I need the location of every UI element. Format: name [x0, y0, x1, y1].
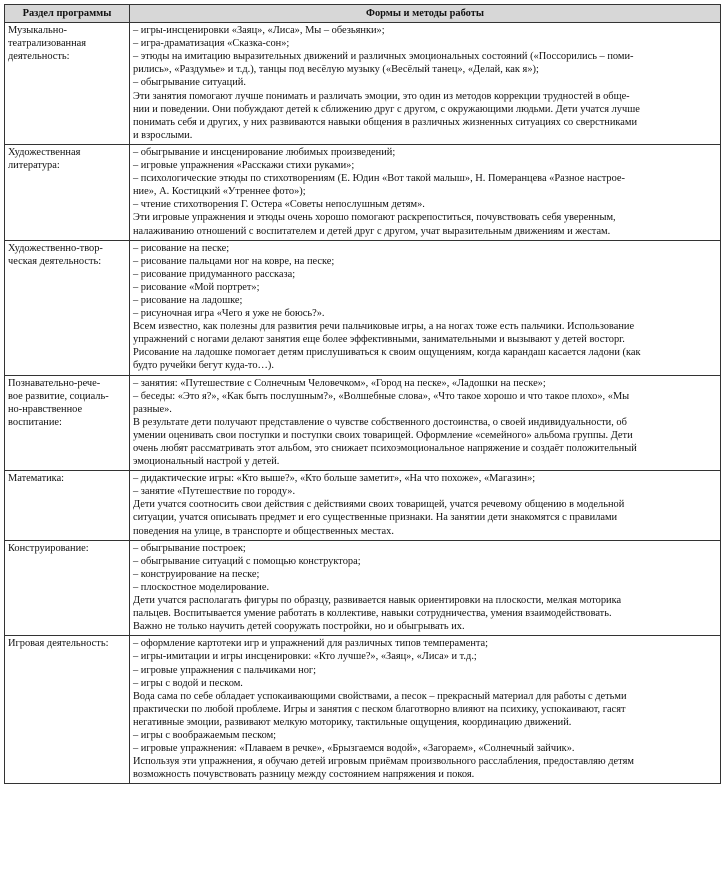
- forms-methods-line: ситуации, учатся описывать предмет и его существенные признаки. На занятии дети знакомятся с правилами: [133, 512, 618, 524]
- section-name-line: Художественная: [8, 146, 81, 158]
- forms-methods-line: рились», «Раздумье» и т.д.), танцы под весёлую музыку («Весёлый танец», «Делай, как я»);: [133, 64, 539, 76]
- table-row: [5, 540, 721, 636]
- forms-methods-line: – игровые упражнения: «Плаваем в речке», «Брызгаемся водой», «Загораем», «Солнечный зайчик».: [133, 743, 575, 755]
- forms-methods-line: – плоскостное моделирование.: [133, 581, 270, 593]
- table-row: [5, 471, 721, 540]
- section-name-line: деятельность:: [8, 51, 70, 63]
- section-name-cell: [5, 540, 130, 636]
- forms-methods-line: – игры с водой и песком.: [133, 677, 243, 689]
- forms-methods-line: – рисование придуманного рассказа;: [133, 268, 296, 280]
- forms-methods-line: – игра-драматизация «Сказка-сон»;: [133, 38, 290, 50]
- forms-methods-cell: [130, 23, 721, 145]
- forms-methods-cell: [130, 636, 721, 784]
- table-row: [5, 23, 721, 145]
- forms-methods-line: налаживанию отношений с воспитателем и детей друг с другом, учат выразительным движениям и жестам.: [133, 225, 611, 237]
- section-name-line: Игровая деятельность:: [8, 638, 109, 650]
- forms-methods-line: – обыгрывание ситуаций.: [133, 77, 246, 89]
- forms-methods-cell: [130, 471, 721, 540]
- forms-methods-line: – игровые упражнения «Расскажи стихи руками»;: [133, 160, 355, 172]
- forms-methods-line: разные».: [133, 403, 172, 415]
- forms-methods-line: очень любят рассматривать этот альбом, это снижает психоэмоциональное напряжение и создаёт положительный: [133, 443, 637, 454]
- forms-methods-line: – занятие «Путешествие по городу».: [133, 486, 296, 498]
- table-row: [5, 144, 721, 240]
- forms-methods-line: эмоциональный настрой у детей.: [133, 456, 280, 468]
- table-row: [5, 240, 721, 375]
- forms-methods-line: – дидактические игры: «Кто выше?», «Кто больше заметит», «На что похоже», «Магазин»;: [133, 473, 536, 485]
- forms-methods-line: будто ручейки бегут куда-то…).: [133, 360, 274, 372]
- header-forms-column: Формы и методы работы: [130, 5, 721, 23]
- forms-methods-line: – чтение стихотворения Г. Остера «Советы непослушным детям».: [133, 199, 425, 211]
- forms-methods-line: Используя эти упражнения, я обучаю детей игровым приёмам произвольного расслабления, предоставляю детям: [133, 756, 634, 768]
- forms-methods-line: – оформление картотеки игр и упражнений для различных типов темперамента;: [133, 638, 489, 650]
- forms-methods-line: – рисование «Мой портрет»;: [133, 281, 260, 293]
- forms-methods-line: – конструирование на песке;: [133, 568, 260, 580]
- forms-methods-cell: [130, 240, 721, 375]
- forms-methods-line: – рисование на ладошке;: [133, 294, 243, 306]
- section-name-line: Художественно-твор-: [8, 242, 103, 254]
- forms-methods-line: возможность почувствовать разницу между состоянием напряжения и покоя.: [133, 769, 475, 781]
- forms-methods-line: – обыгрывание и инсценирование любимых произведений;: [133, 146, 396, 158]
- section-name-cell: [5, 636, 130, 784]
- forms-methods-line: Эти занятия помогают лучше понимать и различать эмоции, это один из методов коррекции трудностей в обще-: [133, 90, 630, 102]
- forms-methods-line: – игры-имитации и игры инсценировки: «Кто лучше?», «Заяц», «Лиса» и т.д.;: [133, 651, 477, 663]
- forms-methods-line: – рисование пальцами ног на ковре, на песке;: [133, 255, 335, 267]
- header-section-column: Раздел программы: [5, 5, 130, 23]
- forms-methods-line: негативные эмоции, развивают мелкую моторику, тактильные ощущения, координацию движений.: [133, 716, 572, 728]
- forms-methods-line: и взрослыми.: [133, 129, 193, 141]
- forms-methods-line: – психологические этюды по стихотворениям (Е. Юдин «Вот такой малыш», Н. Померанцева «Разное настрое-: [133, 173, 625, 185]
- program-table: [4, 4, 721, 784]
- forms-methods-line: понимать себя и других, у них развиваются навыки общения в различных жизненных ситуациях со сверстниками: [133, 116, 638, 128]
- table-header-row: [5, 5, 721, 23]
- section-name-line: литература:: [8, 160, 60, 172]
- forms-methods-line: – беседы: «Это я?», «Как быть послушным?», «Волшебные слова», «Что такое хорошо и что такое плохо», «Мы: [133, 390, 630, 402]
- forms-methods-line: Дети учатся располагать фигуры по образцу, развивается навык ориентировки на плоскости, мелкая моторика: [133, 595, 622, 607]
- forms-methods-line: – занятия: «Путешествие с Солнечным Человечком», «Город на песке», «Ладошки на песке»;: [133, 377, 546, 389]
- section-name-line: Познавательно-рече-: [8, 377, 101, 389]
- forms-methods-line: пальцев. Воспитывается умение работать в коллективе, навыки сотрудничества, умения взаимодействовать.: [133, 608, 612, 620]
- forms-methods-line: – игры с воображаемым песком;: [133, 729, 277, 741]
- forms-methods-line: Дети учатся соотносить свои действия с действиями своих товарищей, учатся речевому общению в модельной: [133, 499, 625, 511]
- table-row: [5, 375, 721, 471]
- forms-methods-line: – рисуночная игра «Чего я уже не боюсь?».: [133, 308, 325, 320]
- section-name-cell: [5, 240, 130, 375]
- forms-methods-line: ние», А. Костицкий «Утреннее фото»);: [133, 186, 306, 198]
- section-name-cell: [5, 375, 130, 471]
- forms-methods-cell: [130, 375, 721, 471]
- forms-methods-line: Рисование на ладошке помогает детям прислушиваться к своим ощущениям, когда карандаш касается ладони (как: [133, 347, 641, 359]
- forms-methods-line: – обыгрывание построек;: [133, 542, 246, 554]
- forms-methods-line: поведения на улице, в транспорте и общественных местах.: [133, 525, 394, 537]
- section-name-cell: [5, 471, 130, 540]
- forms-methods-line: нии и поведении. Они побуждают детей к сближению друг с другом, с окружающими людьми. Дети учатся лучше: [133, 103, 640, 115]
- section-name-line: вое развитие, социаль-: [8, 390, 109, 402]
- forms-methods-line: Важно не только научить детей сооружать постройки, но и обыгрывать их.: [133, 621, 465, 633]
- section-name-cell: [5, 23, 130, 145]
- section-name-line: театрализованная: [8, 38, 87, 50]
- table-row: [5, 636, 721, 784]
- forms-methods-cell: [130, 144, 721, 240]
- forms-methods-line: Всем известно, как полезны для развития речи пальчиковые игры, а на ногах тоже есть пальчики. Использование: [133, 321, 635, 333]
- forms-methods-line: практически по любой проблеме. Игры и занятия с песком благотворно влияют на психику, успокаивают, гасят: [133, 703, 626, 715]
- forms-methods-cell: [130, 540, 721, 636]
- forms-methods-line: Эти игровые упражнения и этюды очень хорошо помогают раскрепоститься, почувствовать себя уверенным,: [133, 212, 616, 224]
- section-name-line: Музыкально-: [8, 25, 67, 37]
- forms-methods-line: – игры-инсценировки «Заяц», «Лиса», Мы – обезьянки»;: [133, 25, 385, 37]
- forms-methods-line: – игровые упражнения с пальчиками ног;: [133, 664, 317, 676]
- forms-methods-line: – обыгрывание ситуаций с помощью конструктора;: [133, 555, 361, 567]
- section-name-cell: [5, 144, 130, 240]
- forms-methods-line: В результате дети получают представление о чувстве собственного достоинства, о своей индивидуальности, об: [133, 416, 627, 428]
- section-name-line: Конструирование:: [8, 542, 89, 554]
- forms-methods-line: умении оценивать свои поступки и поступки своих товарищей. Оформление «семейного» альбома группы. Дети: [133, 429, 633, 441]
- forms-methods-line: упражнений с ногами делают занятия еще более эффективными, занимательными и вызывают у детей восторг.: [133, 334, 625, 346]
- forms-methods-line: – этюды на имитацию выразительных движений и различных эмоциональных состояний («Поссорились – поми-: [133, 51, 634, 63]
- forms-methods-line: Вода сама по себе обладает успокаивающими свойствами, а песок – прекрасный материал для работы с детьми: [133, 690, 627, 702]
- section-name-line: воспитание:: [8, 416, 62, 428]
- section-name-line: ческая деятельность:: [8, 255, 102, 267]
- forms-methods-line: – рисование на песке;: [133, 242, 230, 254]
- section-name-line: но-нравственное: [8, 403, 83, 415]
- section-name-line: Математика:: [8, 473, 65, 485]
